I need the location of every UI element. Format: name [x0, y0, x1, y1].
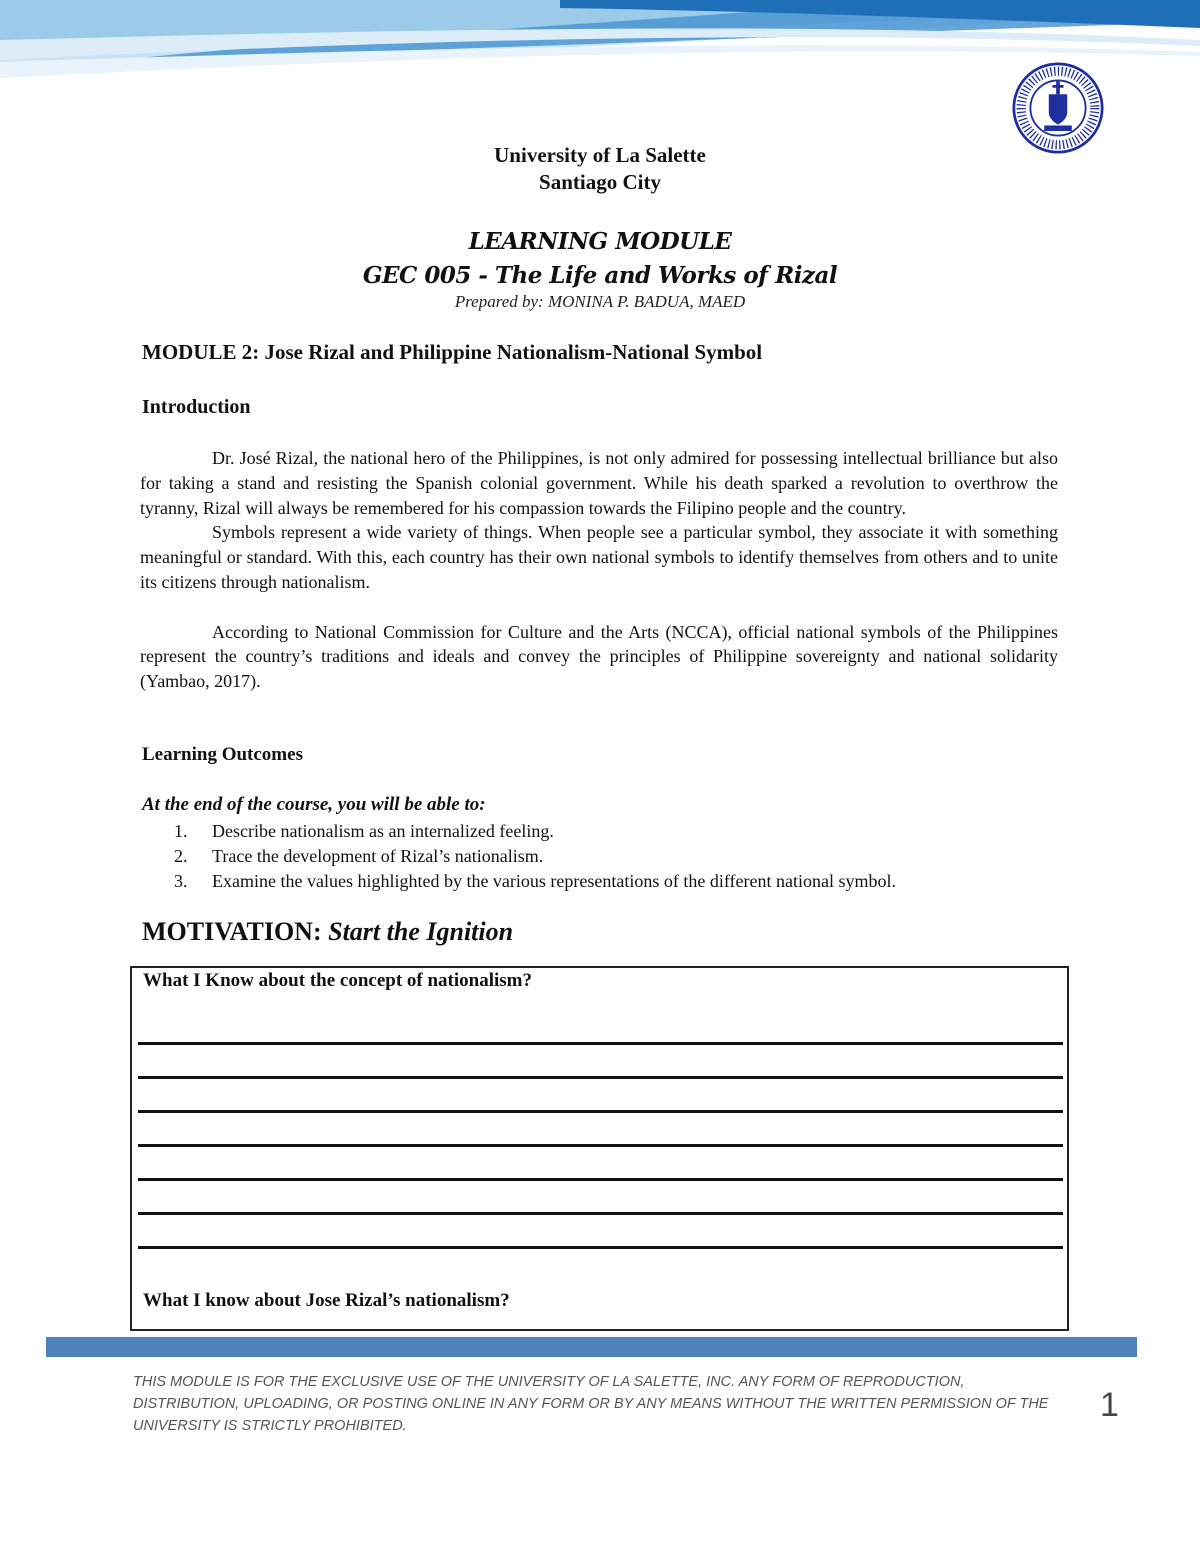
university-city: Santiago City — [539, 170, 661, 194]
motivation-heading — [142, 917, 513, 947]
list-number: 2. — [174, 846, 188, 866]
university-name: University of La Salette — [494, 143, 706, 167]
answer-line[interactable] — [138, 1212, 1063, 1215]
list-item — [174, 819, 896, 844]
list-number: 1. — [174, 821, 188, 841]
list-item — [174, 844, 896, 869]
motivation-subheading: Start the Ignition — [328, 917, 514, 946]
introduction-heading: Introduction — [142, 396, 251, 418]
module-title: MODULE 2: Jose Rizal and Philippine Nationalism-National Symbol — [142, 340, 763, 364]
footer-copyright-notice: THIS MODULE IS FOR THE EXCLUSIVE USE OF THE UNIVERSITY OF LA SALETTE, INC. ANY FORM OF REPRODUCTION, DISTRIBUTION, UPLOADING, OR POSTING ONLINE IN ANY FORM OR BY ANY MEANS WITHOUT THE WRITTEN PERMISSION OF THE UNIVERSITY IS STRICTLY PROHIBITED. — [133, 1374, 1049, 1434]
prepared-by: Prepared by: MONINA P. BADUA, MAED — [454, 292, 746, 311]
introduction-body — [140, 446, 1058, 694]
learning-module-label: LEARNING MODULE — [468, 228, 732, 255]
learning-outcomes-intro: At the end of the course, you will be able to: — [142, 794, 486, 815]
answer-line[interactable] — [138, 1110, 1063, 1113]
intro-paragraph-1: Dr. José Rizal, the national hero of the Philippines, is not only admired for possessing intellectual brilliance but also for taking a stand and resisting the Spanish colonial government. While his death sparked a revolution to overthrow the tyranny, Rizal will always be remembered for his compassion towards the Filipino people and the country. — [140, 448, 1058, 518]
question-2: What I know about Jose Rizal’s nationalism? — [143, 1290, 510, 1311]
answer-line[interactable] — [138, 1144, 1063, 1147]
answer-box — [130, 966, 1069, 1331]
answer-line[interactable] — [138, 1042, 1063, 1045]
learning-outcomes-heading: Learning Outcomes — [142, 744, 303, 765]
list-item — [174, 869, 896, 894]
list-number: 3. — [174, 871, 188, 891]
university-seal-logo — [1012, 62, 1104, 154]
page-number: 1 — [1100, 1386, 1119, 1424]
list-text: Trace the development of Rizal’s nationalism. — [212, 846, 544, 866]
question-1: What I Know about the concept of nationalism? — [143, 970, 532, 991]
footer-bar — [46, 1337, 1137, 1357]
intro-paragraph-2: Symbols represent a wide variety of things. When people see a particular symbol, they associate it with something meaningful or standard. With this, each country has their own national symbols to identify themselves from others and to unite its citizens through nationalism. — [140, 522, 1058, 592]
intro-paragraph-3: According to National Commission for Culture and the Arts (NCCA), official national symbols of the Philippines represent the country’s traditions and ideals and convey the principles of Philippine sovereignty and national solidarity (Yambao, 2017). — [140, 621, 1058, 692]
motivation-label: MOTIVATION: — [142, 917, 322, 946]
answer-line[interactable] — [138, 1076, 1063, 1079]
list-text: Describe nationalism as an internalized feeling. — [212, 821, 554, 841]
answer-line[interactable] — [138, 1246, 1063, 1249]
learning-outcomes-list — [174, 819, 896, 894]
course-title: GEC 005 - The Life and Works of Rizal — [362, 262, 838, 289]
answer-line[interactable] — [138, 1178, 1063, 1181]
list-text: Examine the values highlighted by the various representations of the different national symbol. — [212, 871, 896, 891]
